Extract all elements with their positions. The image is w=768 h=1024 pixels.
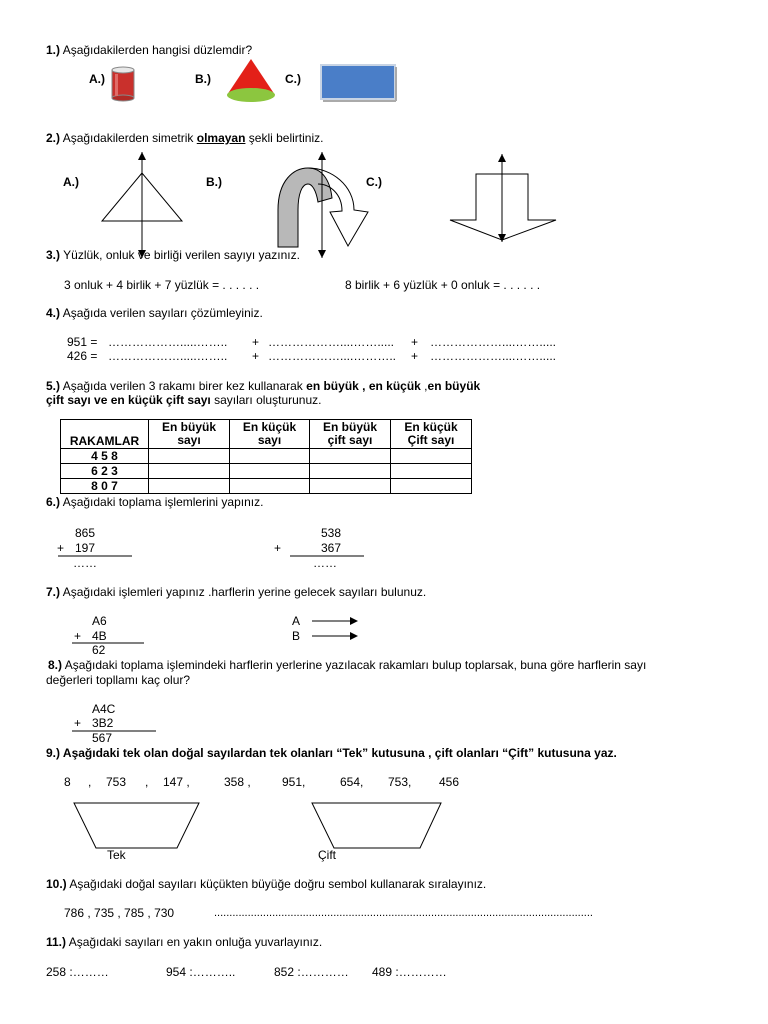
q11-item: 258 :……… (46, 965, 109, 979)
plus-sign: + (411, 335, 419, 349)
plus-sign: + (74, 716, 82, 730)
question-number: 8.) (48, 658, 63, 672)
question-text: Aşağıdaki toplama işlemindeki harflerin yerlerine yazılacak rakamları bulup toplarsak, buna göre harflerin sayı (64, 658, 647, 672)
answer-cell[interactable] (391, 449, 472, 464)
cylinder-shape (111, 66, 135, 102)
answer-cell[interactable] (230, 479, 310, 494)
digits-cell: 8 0 7 (61, 479, 149, 494)
answer-cell[interactable] (230, 464, 310, 479)
header-rakamlar: RAKAMLAR (61, 420, 149, 449)
question-number: 1.) (46, 43, 61, 57)
question-text: Aşağıdaki sayıları en yakın onluğa yuvarlayınız. (68, 935, 323, 949)
question-text-post: şekli belirtiniz. (245, 131, 324, 145)
header-line: Çift sayı (407, 433, 455, 447)
p1-top-number: 865 (75, 526, 96, 540)
question-1 (46, 43, 252, 57)
q9-number: 654, (340, 775, 364, 789)
option-c-label: C.) (366, 175, 382, 189)
table-row (61, 464, 472, 479)
q9-number: 8 (64, 775, 71, 789)
q11-item: 852 :………… (274, 965, 349, 979)
answer-cell[interactable] (149, 449, 230, 464)
q10-answer-dots: ............................................................................................................................ (214, 907, 593, 919)
answer-cell[interactable] (149, 479, 230, 494)
question-7 (46, 585, 426, 599)
q9-number: 753, (388, 775, 412, 789)
answer-dots: ………………....……..... (430, 349, 557, 363)
q11-item: 489 :………… (372, 965, 447, 979)
q9-number: 753 (106, 775, 127, 789)
question-11 (46, 935, 322, 949)
answer-cell[interactable] (310, 464, 391, 479)
tek-box-label: Tek (107, 848, 126, 862)
question-text: Aşağıda verilen 3 rakamı birer kez kullanarak (62, 379, 307, 393)
row-label: 426 = (67, 349, 98, 363)
tek-box[interactable] (72, 802, 202, 850)
q10-numbers: 786 , 735 , 785 , 730 (64, 906, 175, 920)
answer-cell[interactable] (391, 479, 472, 494)
question-text-emph: olmayan (196, 131, 246, 145)
curved-arrow-shape (270, 150, 375, 260)
row-label: 951 = (67, 335, 98, 349)
plus-sign: + (74, 629, 82, 643)
header-line: sayı (257, 433, 282, 447)
question-text: Aşağıdaki toplama işlemlerini yapınız. (62, 495, 264, 509)
question-number: 5.) (46, 379, 61, 393)
question-number: 9.) (46, 746, 61, 760)
question-text-bold: çift sayı ve en küçük çift sayı (46, 393, 211, 407)
question-number: 2.) (46, 131, 61, 145)
question-number: 6.) (46, 495, 61, 509)
answer-cell[interactable] (310, 479, 391, 494)
table-row (61, 449, 472, 464)
digits-table (60, 419, 472, 494)
answer-cell[interactable] (230, 449, 310, 464)
question-text: Aşağıdaki doğal sayıları küçükten büyüğe doğru sembol kullanarak sıralayınız. (69, 877, 487, 891)
question-text: Aşağıdakilerden hangisi düzlemdir? (62, 43, 253, 57)
question-8-line-2: değerleri topllamı kaç olur? (46, 673, 191, 687)
question-3 (46, 248, 300, 262)
question-8-line-1 (48, 658, 646, 672)
option-b-label: B.) (206, 175, 222, 189)
question-text-bold: en büyük (427, 379, 481, 393)
answer-cell[interactable] (391, 464, 472, 479)
header-en-kucuk-cift (391, 420, 472, 449)
q3-right-expression: 8 birlik + 6 yüzlük + 0 onluk = . . . . . . (345, 278, 541, 292)
digits-cell: 6 2 3 (61, 464, 149, 479)
q9-number: 456 (439, 775, 460, 789)
question-2 (46, 131, 323, 145)
rectangle-shape (320, 64, 398, 102)
question-9 (46, 746, 617, 760)
digits-cell: 4 5 8 (61, 449, 149, 464)
q9-separator: , (145, 775, 149, 789)
q11-item: 954 :……….. (166, 965, 236, 979)
var-a-label: A (292, 614, 301, 628)
symmetric-triangle (100, 150, 186, 260)
question-number: 11.) (46, 935, 67, 949)
option-b-label: B.) (195, 72, 211, 86)
question-text: Yüzlük, onluk ve birliği verilen sayıyı yazınız. (63, 248, 300, 262)
plus-sign: + (411, 349, 419, 363)
answer-cell[interactable] (310, 449, 391, 464)
p2-top-number: 538 (321, 526, 342, 540)
answer-cell[interactable] (149, 464, 230, 479)
result-dots: …… (73, 556, 97, 570)
question-5-line-2 (46, 393, 321, 407)
plus-sign: + (252, 335, 260, 349)
answer-dots: ………………....……….. (268, 349, 397, 363)
question-text: Aşağıdaki tek olan doğal sayılardan tek olanları “Tek” kutusuna , çift olanları “Çift” kutusuna yaz. (62, 746, 617, 760)
q8-top: A4C (92, 702, 116, 716)
question-text: Aşağıda verilen sayıları çözümleyiniz. (62, 306, 263, 320)
result-dots: …… (313, 556, 337, 570)
question-text: , (420, 379, 428, 393)
q7-top: A6 (92, 614, 107, 628)
header-en-buyuk-cift (310, 420, 391, 449)
question-text-bold: en büyük , en küçük (306, 379, 421, 393)
option-a-label: A.) (89, 72, 105, 86)
cone-shape (226, 58, 276, 104)
header-line: çift sayı (327, 433, 373, 447)
header-line: sayı (177, 433, 201, 447)
table-row (61, 479, 472, 494)
q9-number: 147 , (163, 775, 190, 789)
q8-bottom: 3B2 (92, 716, 114, 730)
option-a-label: A.) (63, 175, 79, 189)
q7-bottom: 4B (92, 629, 107, 643)
table-header-row (61, 420, 472, 449)
header-line: En büyük (161, 420, 216, 434)
header-line: En küçük (242, 420, 297, 434)
answer-dots: ………………....……..... (268, 335, 395, 349)
q9-number: 951, (282, 775, 306, 789)
answer-dots: ……………….....…….. (108, 335, 228, 349)
answer-dots: ………………....……..... (430, 335, 557, 349)
var-b-label: B (292, 629, 301, 643)
q4-row-1 (67, 335, 97, 349)
question-5-line-1 (46, 379, 480, 393)
header-en-kucuk (230, 420, 310, 449)
answer-dots: ……………….....…….. (108, 349, 228, 363)
q4-row-2 (67, 349, 97, 363)
question-text: Aşağıdaki işlemleri yapınız .harflerin yerine gelecek sayıları bulunuz. (62, 585, 427, 599)
p1-bottom-number: 197 (75, 541, 96, 555)
q9-separator: , (88, 775, 92, 789)
q9-number: 358 , (224, 775, 251, 789)
plus-sign: + (252, 349, 260, 363)
question-text-pre: Aşağıdakilerden simetrik (62, 131, 197, 145)
cift-box[interactable] (310, 802, 445, 850)
symmetric-arrow-shape (448, 152, 558, 244)
sum-line (72, 642, 148, 644)
header-line: En büyük (322, 420, 377, 434)
header-en-buyuk (149, 420, 230, 449)
question-10 (46, 877, 486, 891)
header-line: En küçük (404, 420, 458, 434)
option-c-label: C.) (285, 72, 301, 86)
plus-sign: + (57, 541, 65, 555)
q7-result: 62 (92, 643, 106, 657)
sum-line (72, 730, 162, 732)
cift-box-label: Çift (318, 848, 336, 862)
p2-bottom-number: 367 (321, 541, 342, 555)
question-number: 4.) (46, 306, 61, 320)
question-number: 10.) (46, 877, 67, 891)
question-number: 7.) (46, 585, 61, 599)
question-text: sayıları oluşturunuz. (210, 393, 322, 407)
q8-result: 567 (92, 731, 113, 745)
plus-sign: + (274, 541, 282, 555)
question-6 (46, 495, 263, 509)
question-4 (46, 306, 263, 320)
q3-left-expression: 3 onluk + 4 birlik + 7 yüzlük = . . . . . . (64, 278, 260, 292)
arrow-icons (312, 615, 362, 645)
question-number: 3.) (46, 248, 61, 262)
